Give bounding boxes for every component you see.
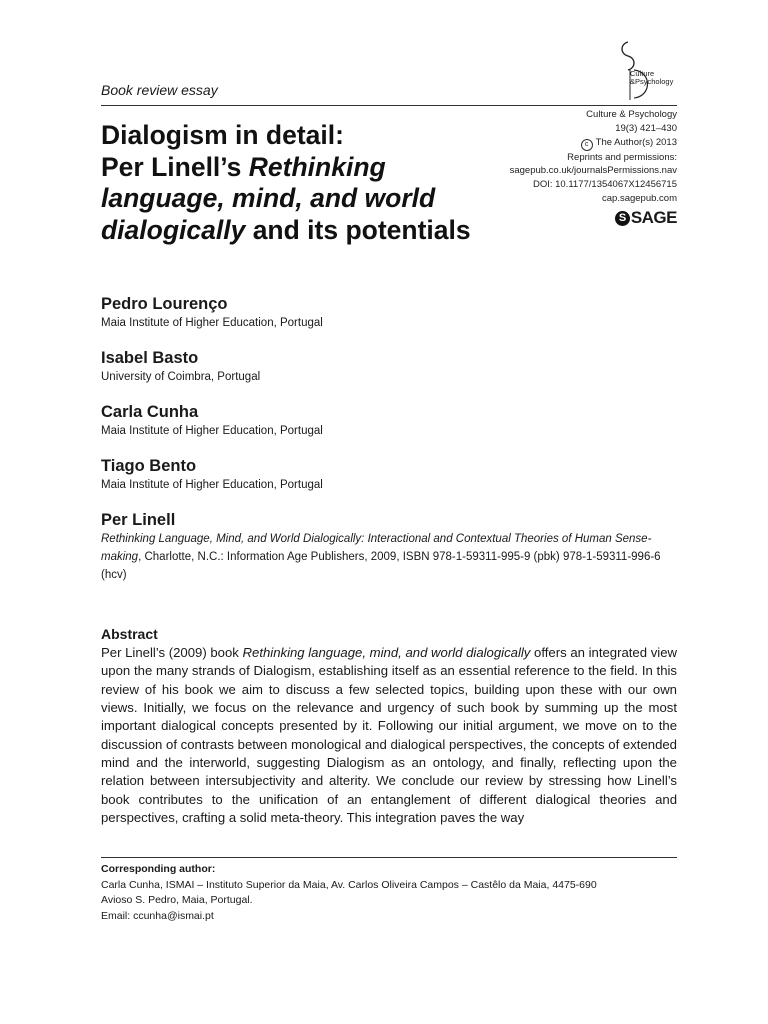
author-affiliation: University of Coimbra, Portugal [101,371,261,383]
footnote-divider [101,857,677,858]
copyright-icon: c [581,139,593,151]
journal-logo-line2: &Psychology [630,77,674,86]
journal-logo-text [630,70,673,86]
corresponding-address: Carla Cunha, ISMAI – Instituto Superior da Maia, Av. Carlos Oliveira Campos – Castêlo da Maia, 4475-690 [101,878,597,891]
journal-name: Culture & Psychology [586,109,677,120]
doi-text: DOI: 10.1177/1354067X12456715 [532,179,677,191]
article-type-label: Book review essay [101,82,218,98]
abstract-body: offers an integrated view upon the many strands of Dialogism, establishing itself as an essential reference to the field. In this review of his book we aim to discuss a few selected topics, building upon these with our own views. Initially, we focus on the relevance and urgency of such book by summing up the most important dialogical concepts presented by it. Following our initial argument, we move on to the discussion of contrasts between monological and dialogical perspectives, the concepts of extended mind and the interworld, suggesting Dialogism as an ontology, and finally, reflecting upon the relation between intersubjectivity and alterity. We conclude our review by stressing how Linell’s book contributes to the unification of an entanglement of different dialogical theories and perspectives, crafting a solid meta-theory. This integration paves the way [101,645,677,826]
book-author-name: Per Linell [101,511,176,529]
corresponding-address-2: Avioso S. Pedro, Maia, Portugal. [101,894,253,906]
book-details: , Charlotte, N.C.: Information Age Publishers, 2009, ISBN 978-1-59311-995-9 (pbk) 978-1-59311-996-6 (hcv) [101,551,661,581]
journal-volume: 19(3) 421–430 [615,122,677,134]
corresponding-label: Corresponding author: [101,863,216,875]
abstract-lead: Per Linell’s (2009) book [101,645,243,660]
article-title [101,120,471,246]
author-affiliation: Maia Institute of Higher Education, Portugal [101,425,323,437]
author-block [101,402,323,439]
author-name: Carla Cunha [101,403,199,421]
title-line2-prefix: Per Linell’s [101,151,249,182]
author-affiliation: Maia Institute of Higher Education, Portugal [101,317,323,329]
title-line1: Dialogism in detail: [101,120,344,150]
corresponding-email[interactable]: Email: ccunha@ismai.pt [101,909,214,922]
publisher-logo [615,208,677,228]
reviewed-book-author [101,510,175,530]
copyright-line [510,136,677,151]
copyright-text: The Author(s) 2013 [595,136,677,148]
author-name: Tiago Bento [101,457,197,475]
author-block [101,348,260,385]
title-italic-book: Rethinking language, mind, and world dialogically [101,151,436,245]
author-name: Pedro Lourenço [101,295,228,313]
author-block [101,456,323,493]
title-suffix: and its potentials [245,214,471,245]
author-name: Isabel Basto [101,349,199,367]
author-block [101,294,323,331]
reprints-label: Reprints and permissions: [567,151,677,163]
sage-logo-icon: S [615,211,630,226]
journal-meta [510,108,677,206]
journal-logo [612,40,678,102]
journal-site-link[interactable]: cap.sagepub.com [602,192,677,204]
abstract-text [101,644,677,827]
reprints-link[interactable]: sagepub.co.uk/journalsPermissions.nav [509,165,677,177]
journal-logo-line1: Culture [630,69,655,78]
header-divider [101,105,677,106]
abstract-book-title: Rethinking language, mind, and world dialogically [242,645,531,660]
book-title: Rethinking Language, Mind, and World Dialogically: Interactional and Contextual Theories of Human Sense-making [101,533,652,563]
corresponding-author [101,862,681,924]
abstract-heading: Abstract [101,626,158,642]
publisher-name: SAGE [630,208,677,227]
author-affiliation: Maia Institute of Higher Education, Portugal [101,479,323,491]
reviewed-book-citation [101,530,681,584]
